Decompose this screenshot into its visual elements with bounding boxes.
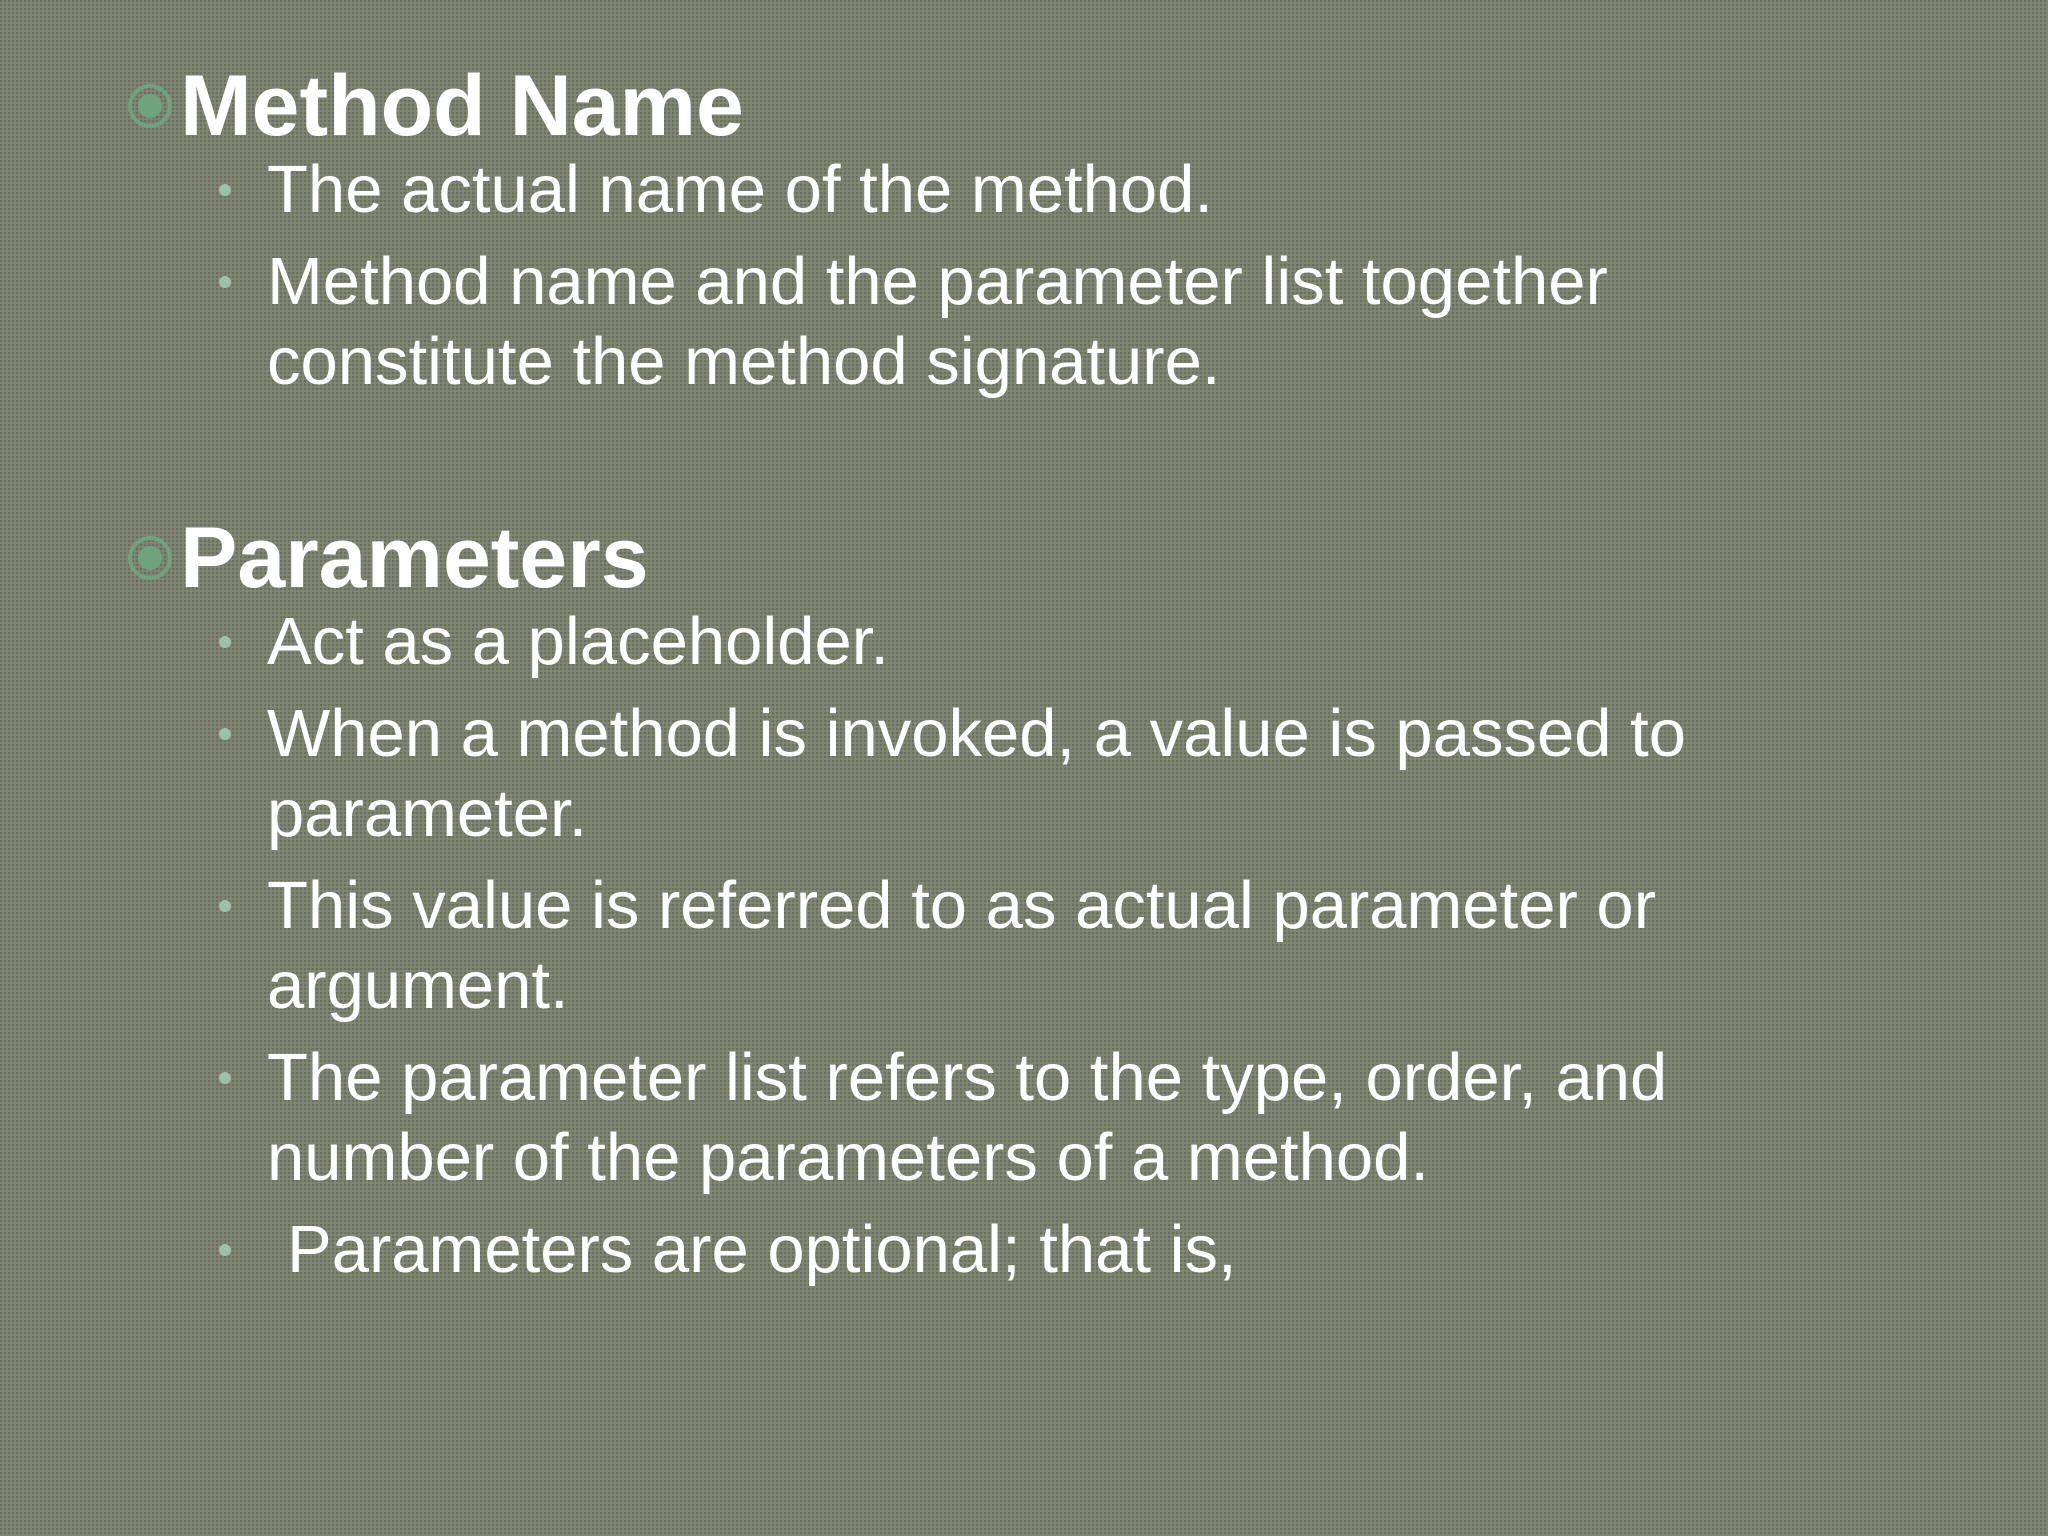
target-bullet-icon: [126, 534, 174, 582]
section-heading: [126, 508, 1926, 608]
list-item-text: The actual name of the method.: [267, 152, 1214, 227]
dot-bullet-icon: [219, 1244, 231, 1256]
list-item-text: The parameter list refers to the type, order, and number of the parameters of a method.: [267, 1040, 1668, 1195]
dot-bullet-icon: [219, 636, 231, 648]
list-item-text: Act as a placeholder.: [267, 604, 890, 679]
list-item: [267, 866, 1867, 1026]
list-item: [267, 150, 1907, 230]
list-item: [267, 1210, 1907, 1290]
list-item: [267, 694, 1907, 854]
list-item-text: This value is referred to as actual parameter or argument.: [267, 868, 1657, 1023]
list-item-text: Parameters are optional; that is,: [287, 1212, 1237, 1287]
heading-parameters: Parameters: [180, 510, 649, 606]
target-bullet-icon: [126, 82, 174, 130]
list-item: [267, 602, 1907, 682]
heading-method-name: Method Name: [180, 58, 744, 154]
dot-bullet-icon: [219, 900, 231, 912]
list-item-text: When a method is invoked, a value is passed to parameter.: [267, 696, 1686, 851]
section-method-name: [126, 56, 1926, 402]
dot-bullet-icon: [219, 184, 231, 196]
dot-bullet-icon: [219, 728, 231, 740]
dot-bullet-icon: [219, 276, 231, 288]
list-item: [267, 1038, 1867, 1198]
list-item: [267, 242, 1847, 402]
list-item-text: Method name and the parameter list together constitute the method signature.: [267, 244, 1608, 399]
section-heading: [126, 56, 1926, 156]
section-parameters: [126, 508, 1926, 1290]
dot-bullet-icon: [219, 1072, 231, 1084]
